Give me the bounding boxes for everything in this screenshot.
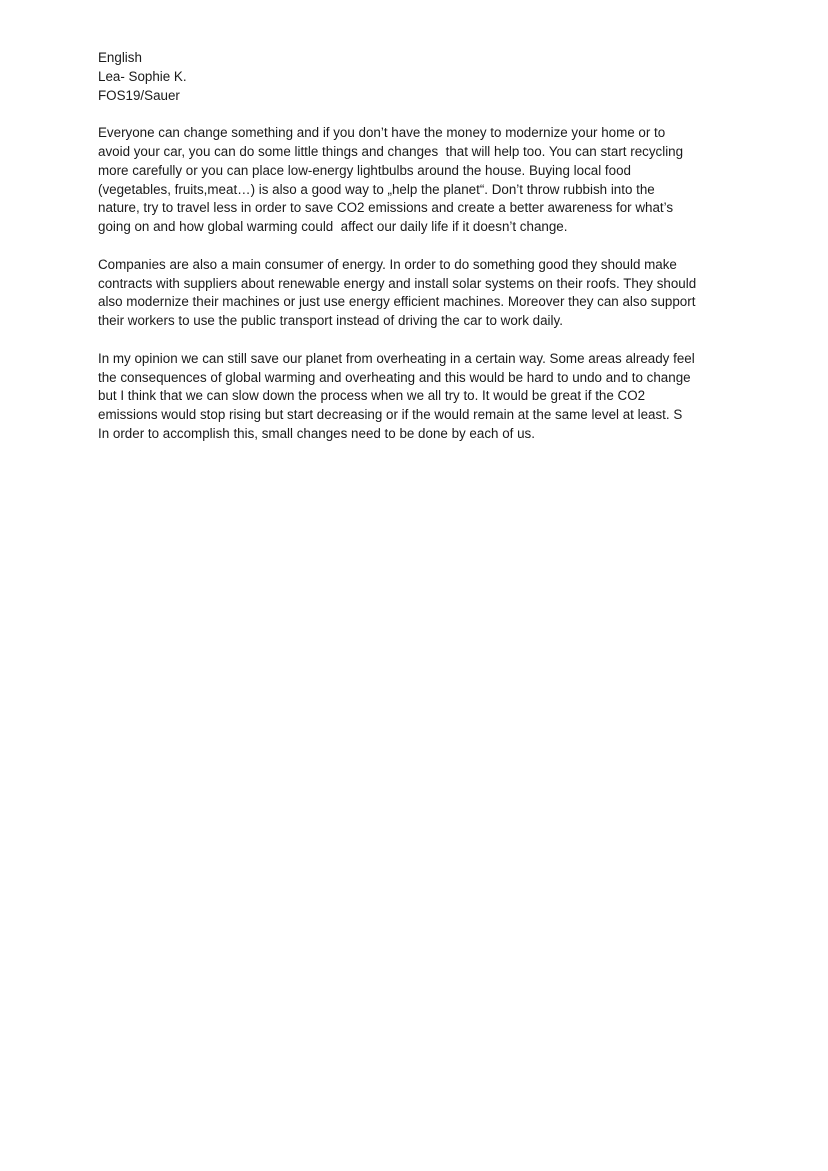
paragraph-line: their workers to use the public transport instead of driving the car to work daily. [98, 313, 563, 329]
class-teacher-label: FOS19/Sauer [98, 87, 180, 103]
author-name: Lea- Sophie K. [98, 68, 187, 84]
subject-label: English [98, 50, 142, 65]
paragraph-line: Everyone can change something and if you don’t have the money to modernize your home or to [98, 125, 666, 141]
paragraph-line: more carefully or you can place low-energy lightbulbs around the house. Buying local food [98, 162, 631, 178]
paragraph-line: avoid your car, you can do some little things and changes that will help too. You can start recycling [98, 143, 684, 159]
paragraph-line: going on and how global warming could affect our daily life if it doesn’t change. [98, 219, 568, 235]
paragraph-individual-actions [98, 124, 738, 237]
spacer [98, 105, 738, 124]
paragraph-line: also modernize their machines or just use energy efficient machines. Moreover they can also support [98, 294, 696, 310]
paragraph-line: In order to accomplish this, small changes need to be done by each of us. [98, 425, 535, 441]
paragraph-line: the consequences of global warming and overheating and this would be hard to undo and to change [98, 369, 691, 385]
paragraph-line: but I think that we can slow down the process when we all try to. It would be great if the CO2 [98, 388, 646, 404]
paragraph-line: emissions would stop rising but start decreasing or if the would remain at the same level at least. S [98, 407, 683, 423]
paragraph-companies [98, 256, 738, 331]
paragraph-line: In my opinion we can still save our planet from overheating in a certain way. Some areas already feel [98, 350, 695, 366]
paragraph-line: Companies are also a main consumer of energy. In order to do something good they should make [98, 256, 677, 272]
paragraph-line: contracts with suppliers about renewable energy and install solar systems on their roofs. They should [98, 275, 697, 291]
spacer [98, 237, 738, 256]
paragraph-line: (vegetables, fruits,meat…) is also a good way to „help the planet“. Don’t throw rubbish into the [98, 181, 655, 197]
paragraph-opinion [98, 350, 738, 444]
spacer [98, 331, 738, 350]
document-body [98, 49, 738, 444]
paragraph-line: nature, try to travel less in order to save CO2 emissions and create a better awareness for what’s [98, 200, 674, 216]
document-header [98, 49, 738, 105]
